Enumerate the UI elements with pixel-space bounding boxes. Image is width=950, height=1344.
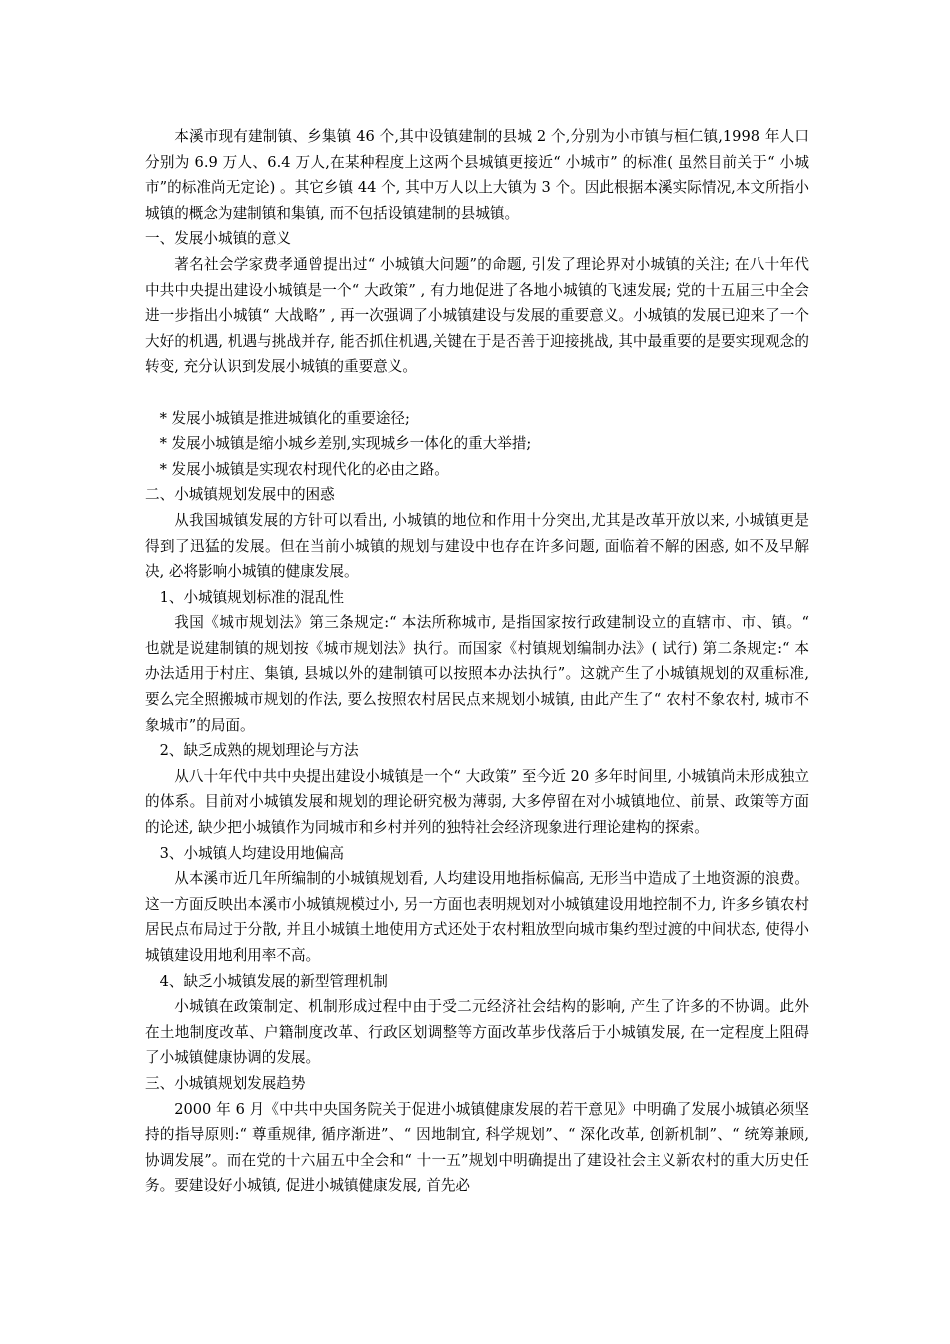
bullet-item-2: * 发展小城镇是缩小城乡差别,实现城乡一体化的重大举措; [159, 435, 532, 453]
subsection-4-paragraph: 小城镇在政策制定、机制形成过程中由于受二元经济社会结构的影响, 产生了许多的不协调。此外在土地制度改革、户籍制度改革、行政区划调整等方面改革步伐落后于小城镇发展, 在一定程度上阻碍了小城镇健康协调的发展。 [145, 998, 809, 1067]
subheading-2: 2、缺乏成熟的规划理论与方法 [159, 742, 359, 760]
intro-paragraph: 本溪市现有建制镇、乡集镇 46 个,其中设镇建制的县城 2 个,分别为小市镇与桓仁镇,1998 年人口分别为 6.9 万人、6.4 万人,在某种程度上这两个县城镇更接近“ 小城市” 的标准( 虽然目前关于“ 小城市”的标准尚无定论) 。其它乡镇 44 个, 其中万人以上大镇为 3 个。因此根据本溪实际情况,本文所指小城镇的概念为建制镇和集镇, 而不包括设镇建制的县城镇。 [145, 128, 809, 222]
document-body [145, 124, 809, 1199]
section-1-paragraph: 著名社会学家费孝通曾提出过“ 小城镇大问题”的命题, 引发了理论界对小城镇的关注; 在八十年代中共中央提出建设小城镇是一个“ 大政策” , 有力地促进了各地小城镇的飞速发展; 党的十五届三中全会进一步指出小城镇“ 大战略” , 再一次强调了小城镇建设与发展的重要意义。小城镇的发展已迎来了一个大好的机遇, 机遇与挑战并存, 能否抓住机遇,关键在于是否善于迎接挑战, 其中最重要的是要实现观念的转变, 充分认识到发展小城镇的重要意义。 [145, 255, 809, 376]
section-3-paragraph: 2000 年 6 月《中共中央国务院关于促进小城镇健康发展的若干意见》中明确了发展小城镇必须坚持的指导原则:“ 尊重规律, 循序渐进”、“ 因地制宜, 科学规划”、“ 深化改革, 创新机制”、“ 统筹兼顾, 协调发展”。而在党的十六届五中全会和“ 十一五”规划中明确提出了建设社会主义新农村的重大历史任务。要建设好小城镇, 促进小城镇健康发展, 首先必 [145, 1100, 809, 1195]
subheading-4: 4、缺乏小城镇发展的新型管理机制 [159, 972, 388, 990]
subheading-3: 3、小城镇人均建设用地偏高 [159, 844, 345, 862]
blank-line [145, 380, 809, 406]
bullet-item-3: * 发展小城镇是实现农村现代化的必由之路。 [159, 460, 449, 478]
bullet-item-1: * 发展小城镇是推进城镇化的重要途径; [159, 409, 410, 427]
subsection-3-paragraph: 从本溪市近几年所编制的小城镇规划看, 人均建设用地指标偏高, 无形当中造成了土地资源的浪费。这一方面反映出本溪市小城镇规模过小, 另一方面也表明规划对小城镇建设用地控制不力, 许多乡镇农村居民点布局过于分散, 并且小城镇土地使用方式还处于农村粗放型向城市集约型过渡的中间状态, 使得小城镇建设用地利用率不高。 [145, 870, 809, 964]
section-heading-2: 二、小城镇规划发展中的困惑 [145, 486, 335, 504]
subsection-2-paragraph: 从八十年代中共中央提出建设小城镇是一个“ 大政策” 至今近 20 多年时间里, 小城镇尚未形成独立的体系。目前对小城镇发展和规划的理论研究极为薄弱, 大多停留在对小城镇地位、前景、政策等方面的论述, 缺少把小城镇作为同城市和乡村并列的独特社会经济现象进行理论建构的探索。 [145, 767, 809, 837]
subheading-1: 1、小城镇规划标准的混乱性 [159, 588, 345, 606]
section-2-paragraph: 从我国城镇发展的方针可以看出, 小城镇的地位和作用十分突出,尤其是改革开放以来, 小城镇更是得到了迅猛的发展。但在当前小城镇的规划与建设中也存在许多问题, 面临着不解的困惑, 如不及早解决, 必将影响小城镇的健康发展。 [145, 511, 809, 581]
section-heading-3: 三、小城镇规划发展趋势 [145, 1074, 306, 1092]
section-heading-1: 一、发展小城镇的意义 [145, 230, 291, 248]
subsection-1-paragraph: 我国《城市规划法》第三条规定:“ 本法所称城市, 是指国家按行政建制设立的直辖市、市、镇。“ 也就是说建制镇的规划按《城市规划法》执行。而国家《村镇规划编制办法》( 试行) 第二条规定:“ 本办法适用于村庄、集镇, 县城以外的建制镇可以按照本办法执行”。这就产生了小城镇规划的双重标准, 要么完全照搬城市规划的作法, 要么按照农村居民点来规划小城镇, 由此产生了“ 农村不象农村, 城市不象城市”的局面。 [145, 614, 809, 734]
